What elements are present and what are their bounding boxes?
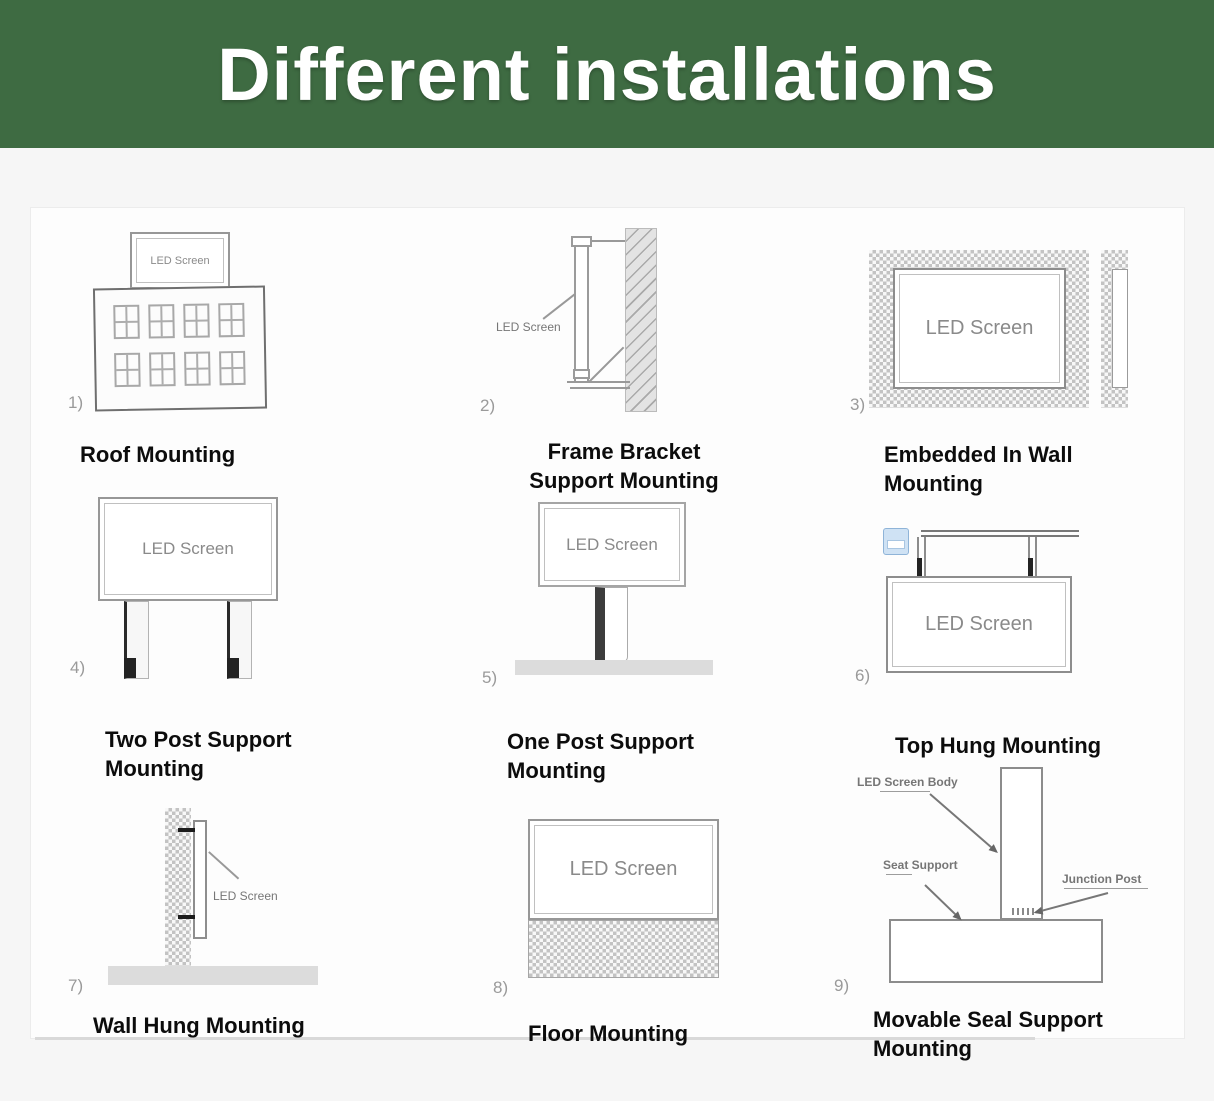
building-windows-row: [114, 351, 246, 387]
led-screen-side: [193, 820, 207, 939]
caption-two-post: Two Post Support Mounting: [105, 727, 292, 781]
annotation-underline: [1064, 888, 1148, 889]
ground: [108, 966, 318, 985]
led-screen: [886, 576, 1072, 673]
ground: [515, 660, 713, 675]
seat-support: [889, 919, 1103, 983]
header-banner: [0, 0, 1214, 148]
window: [114, 353, 141, 387]
top-bracket-line: [592, 240, 625, 242]
caption-wall-hung: Wall Hung Mounting: [93, 1013, 305, 1038]
led-screen-side: [574, 240, 589, 383]
building-windows-row: [113, 303, 245, 339]
building: [93, 286, 267, 412]
bottom-shelf-line: [567, 381, 630, 383]
caption-one-post: One Post Support Mounting: [507, 729, 694, 783]
caption-floor: Floor Mounting: [528, 1021, 689, 1046]
post-foot: [227, 658, 239, 678]
floor-base: [528, 920, 719, 978]
led-screen-body: [1000, 767, 1043, 920]
wall: [625, 228, 657, 412]
broken-image-icon: [883, 528, 909, 555]
screen-label: LED Screen: [142, 539, 234, 558]
diagram-number: 1): [68, 393, 84, 412]
bottom-bracket-box: [573, 369, 590, 379]
hanger-right-mark: [1028, 558, 1033, 577]
post-foot: [124, 658, 136, 678]
window: [148, 304, 175, 338]
screen-label: LED Screen: [496, 320, 561, 334]
diagram-number: 9): [834, 976, 850, 995]
support-post-right: [227, 601, 252, 679]
support-post: [595, 587, 628, 662]
annotation-led-screen-body: LED Screen Body: [857, 775, 958, 789]
hanger-left-mark: [917, 558, 922, 577]
ceiling-beam: [921, 530, 1079, 537]
window: [149, 352, 176, 386]
led-screen-embedded: [893, 268, 1066, 389]
led-screen: [98, 497, 278, 601]
diagram-number: 5): [482, 668, 498, 687]
led-screen: [528, 819, 719, 920]
screen-label: LED Screen: [213, 889, 278, 903]
window: [219, 351, 246, 385]
caption-roof-mounting: Roof Mounting: [80, 442, 236, 467]
bottom-shelf-line-2: [570, 387, 630, 389]
top-bracket-box: [571, 236, 592, 247]
screen-label: LED Screen: [925, 613, 1033, 635]
diagram-number: 2): [480, 396, 496, 415]
page-title: Different installations: [217, 32, 997, 116]
annotation-underline: [880, 791, 930, 792]
diagram-number: 7): [68, 976, 84, 995]
caption-top-hung: Top Hung Mounting: [895, 733, 1102, 758]
window: [218, 303, 245, 337]
support-post-left: [124, 601, 149, 679]
screen-side-view: [1112, 269, 1128, 388]
wall: [165, 808, 191, 968]
diagram-number: 3): [850, 395, 866, 414]
diagram-number: 8): [493, 978, 509, 997]
led-screen-roof: [130, 232, 230, 289]
window: [113, 305, 140, 339]
annotation-seat-support: Seat Support: [883, 858, 958, 872]
bracket-mark-top: [178, 828, 195, 832]
screen-label: LED Screen: [150, 254, 210, 267]
bracket-mark-bottom: [178, 915, 195, 919]
caption-movable-seal: Movable Seal Support Mounting: [873, 1007, 1103, 1061]
window: [184, 351, 211, 385]
annotation-underline: [886, 874, 912, 875]
screen-label: LED Screen: [566, 534, 658, 554]
caption-embedded-wall: Embedded In Wall Mounting: [884, 442, 1073, 496]
caption-frame-bracket: Frame Bracket Support Mounting: [529, 439, 719, 493]
led-screen: [538, 502, 686, 587]
screen-label: LED Screen: [569, 858, 678, 880]
diagram-number: 4): [70, 658, 86, 677]
annotation-junction-post: Junction Post: [1062, 872, 1142, 886]
diagram-number: 6): [855, 666, 871, 685]
window: [183, 303, 210, 337]
screen-label: LED Screen: [925, 317, 1034, 339]
